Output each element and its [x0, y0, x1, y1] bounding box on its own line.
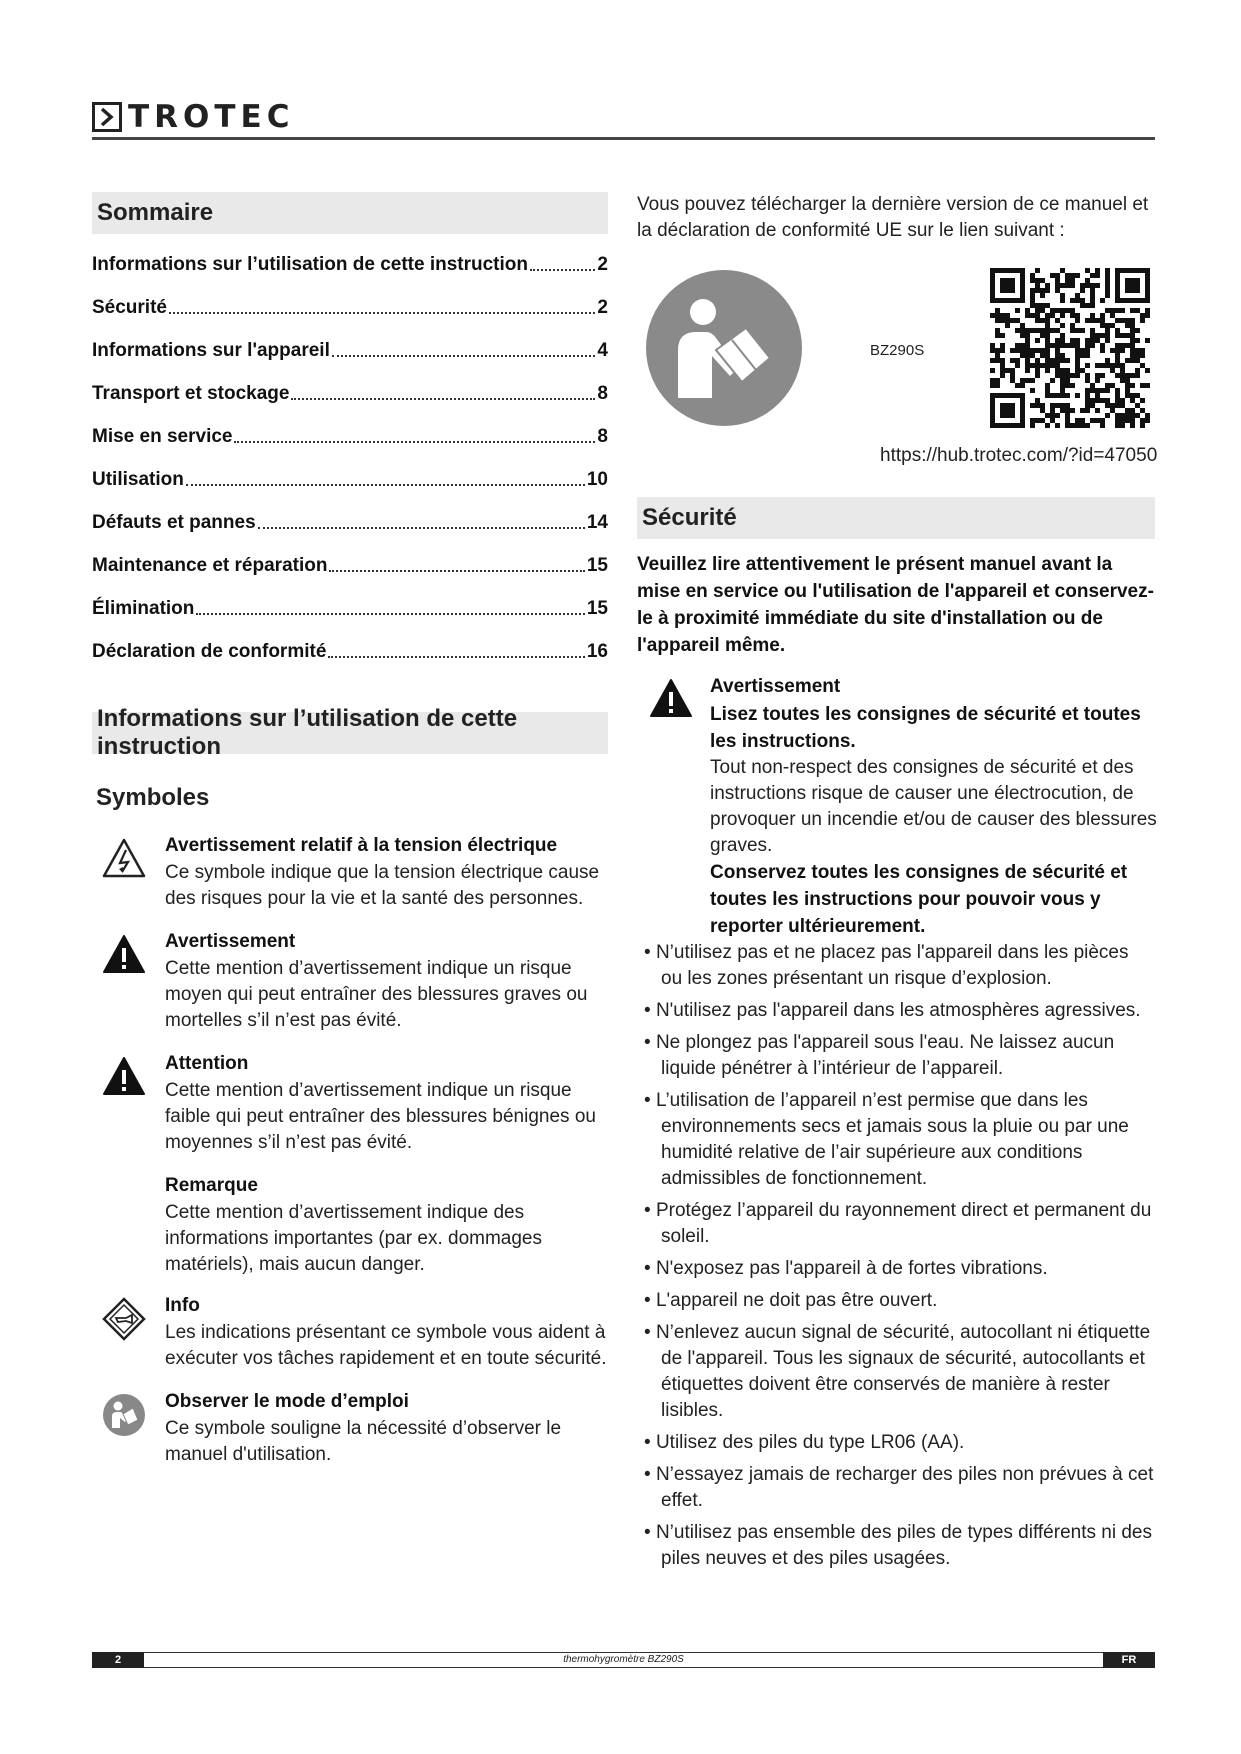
toc-item[interactable]: Sécurité 2: [92, 297, 608, 318]
list-item: • N’utilisez pas et ne placez pas l'appareil dans les pièces ou les zones présentant un risque d’explosion.: [644, 942, 1129, 989]
list-item: • L’utilisation de l’appareil n’est permise que dans les environnements secs et jamais sous la pluie ou par une humidité relative de l’air supérieure aux conditions admissibles de fonctionnement.: [644, 1090, 1129, 1189]
attention-icon: [101, 1054, 147, 1100]
info-icon: [101, 1296, 147, 1342]
symbols-title: Symboles: [96, 784, 210, 811]
list-item: • Protégez l’appareil du rayonnement direct et permanent du soleil.: [644, 1200, 1152, 1247]
toc-item[interactable]: Utilisation 10: [92, 469, 608, 490]
list-item: • N’enlevez aucun signal de sécurité, autocollant ni étiquette de l'appareil. Tous les signaux de sécurité, autocollants et étiquettes doivent être conservés de manière à rester lisibles.: [644, 1322, 1151, 1421]
list-item: • Utilisez des piles du type LR06 (AA).: [644, 1432, 965, 1453]
list-item: • N’utilisez pas ensemble des piles de types différents ni des piles neuves et des piles usagées.: [644, 1522, 1152, 1569]
toc-item[interactable]: Défauts et pannes 14: [92, 512, 608, 533]
list-item: • N'utilisez pas l'appareil dans les atmosphères agressives.: [644, 1000, 1141, 1021]
symbol-info: Info Les indications présentant ce symbole vous aident à exécuter vos tâches rapidement et en toute sécurité.: [165, 1295, 607, 1369]
symbol-manual: Observer le mode d’emploi Ce symbole souligne la nécessité d’observer le manuel d'utilisation.: [165, 1391, 562, 1465]
symbol-warning: Avertissement Cette mention d’avertissement indique un risque moyen qui peut entraîner des blessures graves ou mortelles s’il n’est pas évité.: [165, 931, 588, 1031]
footer-title: thermohygromètre BZ290S: [563, 1654, 684, 1665]
electric-warning-icon: [101, 836, 147, 882]
page-number: 2: [92, 1652, 144, 1668]
toc-item[interactable]: Déclaration de conformité 16: [92, 641, 608, 662]
read-manual-icon: [646, 270, 802, 426]
language-badge: FR: [1103, 1652, 1155, 1668]
list-item: • Ne plongez pas l'appareil sous l'eau. Ne laissez aucun liquide pénétrer à l’intérieur de l’appareil.: [644, 1032, 1115, 1079]
toc-item[interactable]: Informations sur l'appareil 4: [92, 340, 608, 361]
list-item: • N'exposez pas l'appareil à de fortes vibrations.: [644, 1258, 1048, 1279]
safety-bullets: [644, 940, 1154, 1578]
qr-code[interactable]: [990, 268, 1150, 428]
safety-warning-block: Avertissement Lisez toutes les consignes de sécurité et toutes les instructions. Tout non-respect des consignes de sécurité et des instructions risque de causer une électrocution, de provoquer un incendie et/ou de causer des blessures graves. Conservez toutes les consignes de sécurité et toutes les instructions pour pouvoir vous y reporter ultérieurement.: [710, 676, 1157, 937]
manual-icon: [101, 1392, 147, 1438]
model-label: BZ290S: [870, 342, 925, 359]
trotec-logo: [92, 100, 294, 134]
toc-item[interactable]: Transport et stockage 8: [92, 383, 608, 404]
list-item: • L'appareil ne doit pas être ouvert.: [644, 1290, 938, 1311]
brand-name: TROTEC: [128, 98, 295, 135]
info-section-title: Informations sur l’utilisation de cette instruction: [92, 712, 608, 754]
symbol-electric-warning: Avertissement relatif à la tension électrique Ce symbole indique que la tension électrique cause des risques pour la vie et la santé des personnes.: [165, 835, 600, 909]
header-rule: [92, 137, 1155, 140]
toc-item[interactable]: Mise en service 8: [92, 426, 608, 447]
warning-icon: [101, 932, 147, 978]
safety-title: Sécurité: [637, 497, 1155, 539]
toc-title: Sommaire: [92, 192, 608, 234]
download-text: Vous pouvez télécharger la dernière version de ce manuel et la déclaration de conformité UE sur le lien suivant :: [637, 194, 1149, 241]
toc-item[interactable]: Informations sur l’utilisation de cette instruction 2: [92, 254, 608, 275]
download-link[interactable]: https://hub.trotec.com/?id=47050: [880, 445, 1158, 466]
safety-warning-icon: [648, 676, 694, 722]
toc-item[interactable]: Maintenance et réparation 15: [92, 555, 608, 576]
symbol-remarque: Remarque Cette mention d’avertissement indique des informations importantes (par ex. dommages matériels), mais aucun danger.: [165, 1175, 542, 1275]
symbol-attention: Attention Cette mention d’avertissement indique un risque faible qui peut entraîner des blessures bénignes ou moyennes s’il n’est pas évité.: [165, 1053, 596, 1153]
toc-item[interactable]: Élimination 15: [92, 598, 608, 619]
logo-chevron-icon: [92, 102, 122, 132]
list-item: • N’essayez jamais de recharger des piles non prévues à cet effet.: [644, 1464, 1154, 1511]
safety-intro: Veuillez lire attentivement le présent manuel avant la mise en service ou l'utilisation de l'appareil et conservez-le à proximité immédiate du site d'installation ou de l'appareil même.: [637, 554, 1154, 656]
